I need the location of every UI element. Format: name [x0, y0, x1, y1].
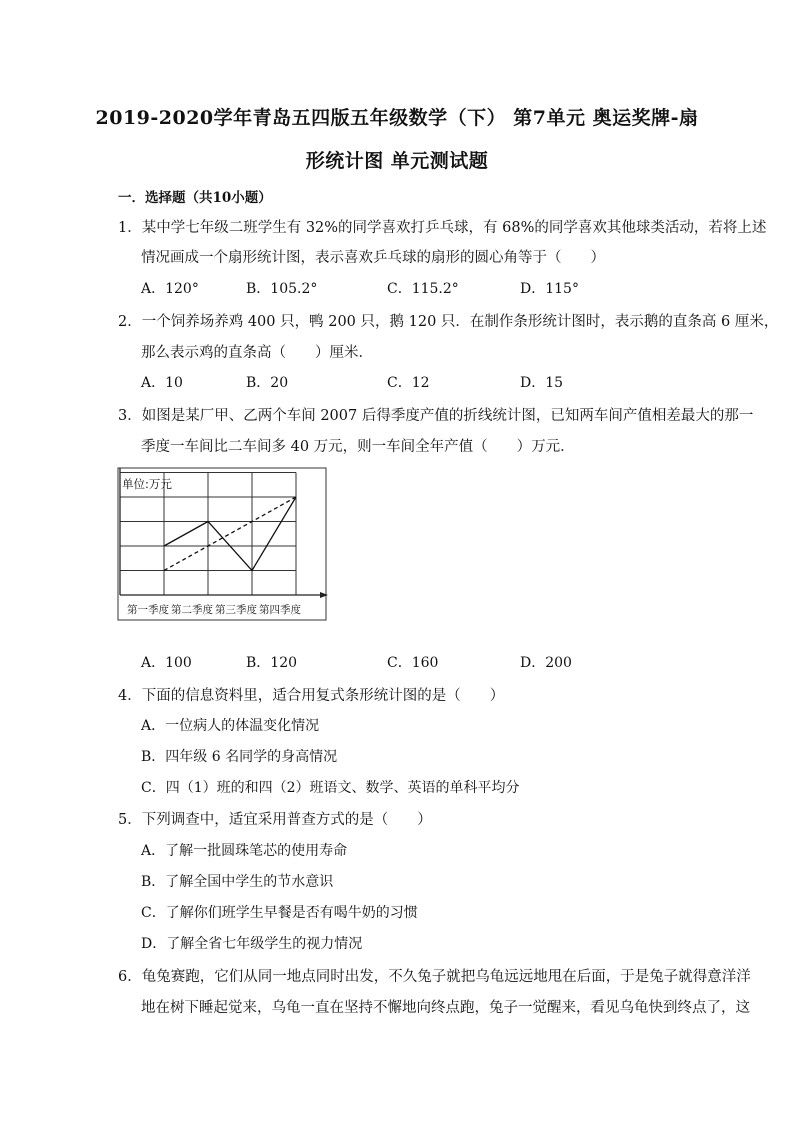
q5-line-1: 5．下列调查中，适宜采用普查方式的是（ ） — [118, 812, 432, 828]
q5-option-b: B．了解全国中学生的节水意识 — [141, 874, 334, 890]
x-tick-label: 第四季度 — [259, 604, 301, 616]
q6-line-1: 6．龟兔赛跑，它们从同一地点同时出发，不久兔子就把乌龟远远地甩在后面，于是兔子就得意洋洋 — [118, 969, 751, 985]
q1-option-c: C．115.2° — [387, 281, 459, 297]
q3-line-chart — [112, 464, 338, 644]
q5-option-c: C．了解你们班学生早餐是否有喝牛奶的习惯 — [141, 905, 418, 921]
q1-option-a: A．120° — [141, 281, 199, 297]
q2-option-c: C．12 — [387, 375, 430, 391]
x-tick-label: 第三季度 — [215, 604, 257, 616]
q1-option-d: D．115° — [520, 281, 579, 297]
q2-line-1: 2．一个饲养场养鸡 400 只，鸭 200 只，鹅 120 只．在制作条形统计图时，表示鹅的直条高 6 厘米， — [118, 314, 779, 330]
q1-line-1: 1．某中学七年级二班学生有 32%的同学喜欢打乒乓球，有 68%的同学喜欢其他球类活动，若将上述 — [118, 220, 767, 236]
section-heading: 一．选择题（共10小题） — [118, 190, 272, 206]
x-tick-label: 第二季度 — [171, 604, 213, 616]
x-tick-label: 第一季度 — [127, 604, 169, 616]
x-axis-arrow — [320, 592, 328, 598]
q1-line-2: 情况画成一个扇形统计图，表示喜欢乒乓球的扇形的圆心角等于（ ） — [141, 250, 605, 266]
q4-line-1: 4．下面的信息资料里，适合用复式条形统计图的是（ ） — [118, 688, 505, 704]
q4-option-b: B．四年级 6 名同学的身高情况 — [141, 749, 338, 765]
chart-unit-label: 单位:万元 — [122, 477, 172, 491]
q3-option-a: A．100 — [141, 655, 192, 671]
q4-option-a: A．一位病人的体温变化情况 — [141, 718, 320, 734]
q3-option-b: B．120 — [246, 655, 298, 671]
q2-option-d: D．15 — [520, 375, 564, 391]
q3-option-d: D．200 — [520, 655, 572, 671]
q2-line-2: 那么表示鸡的直条高（ ）厘米． — [141, 345, 373, 361]
q3-line-1: 3．如图是某厂甲、乙两个车间 2007 后得季度产值的折线统计图，已知两车间产值相差最大的那一 — [118, 408, 754, 424]
q2-option-b: B．20 — [246, 375, 289, 391]
q2-option-a: A．10 — [141, 375, 183, 391]
q5-option-d: D．了解全省七年级学生的视力情况 — [141, 936, 363, 952]
document-title-line-2: 形统计图 单元测试题 — [305, 150, 489, 172]
document-title-line-1: 2019-2020学年青岛五四版五年级数学（下） 第7单元 奥运奖牌-扇 — [95, 107, 699, 129]
q4-option-c: C．四（1）班的和四（2）班语文、数学、英语的单科平均分 — [141, 780, 520, 796]
q3-line-2: 季度一车间比二车间多 40 万元，则一车间全年产值（ ）万元． — [141, 439, 575, 455]
q6-line-2: 地在树下睡起觉来，乌龟一直在坚持不懈地向终点跑，兔子一觉醒来，看见乌龟快到终点了，这 — [141, 1000, 750, 1016]
series-line-dashed — [164, 497, 296, 571]
q1-option-b: B．105.2° — [246, 281, 318, 297]
q3-option-c: C．160 — [387, 655, 439, 671]
q5-option-a: A．了解一批圆珠笔芯的使用寿命 — [141, 843, 348, 859]
